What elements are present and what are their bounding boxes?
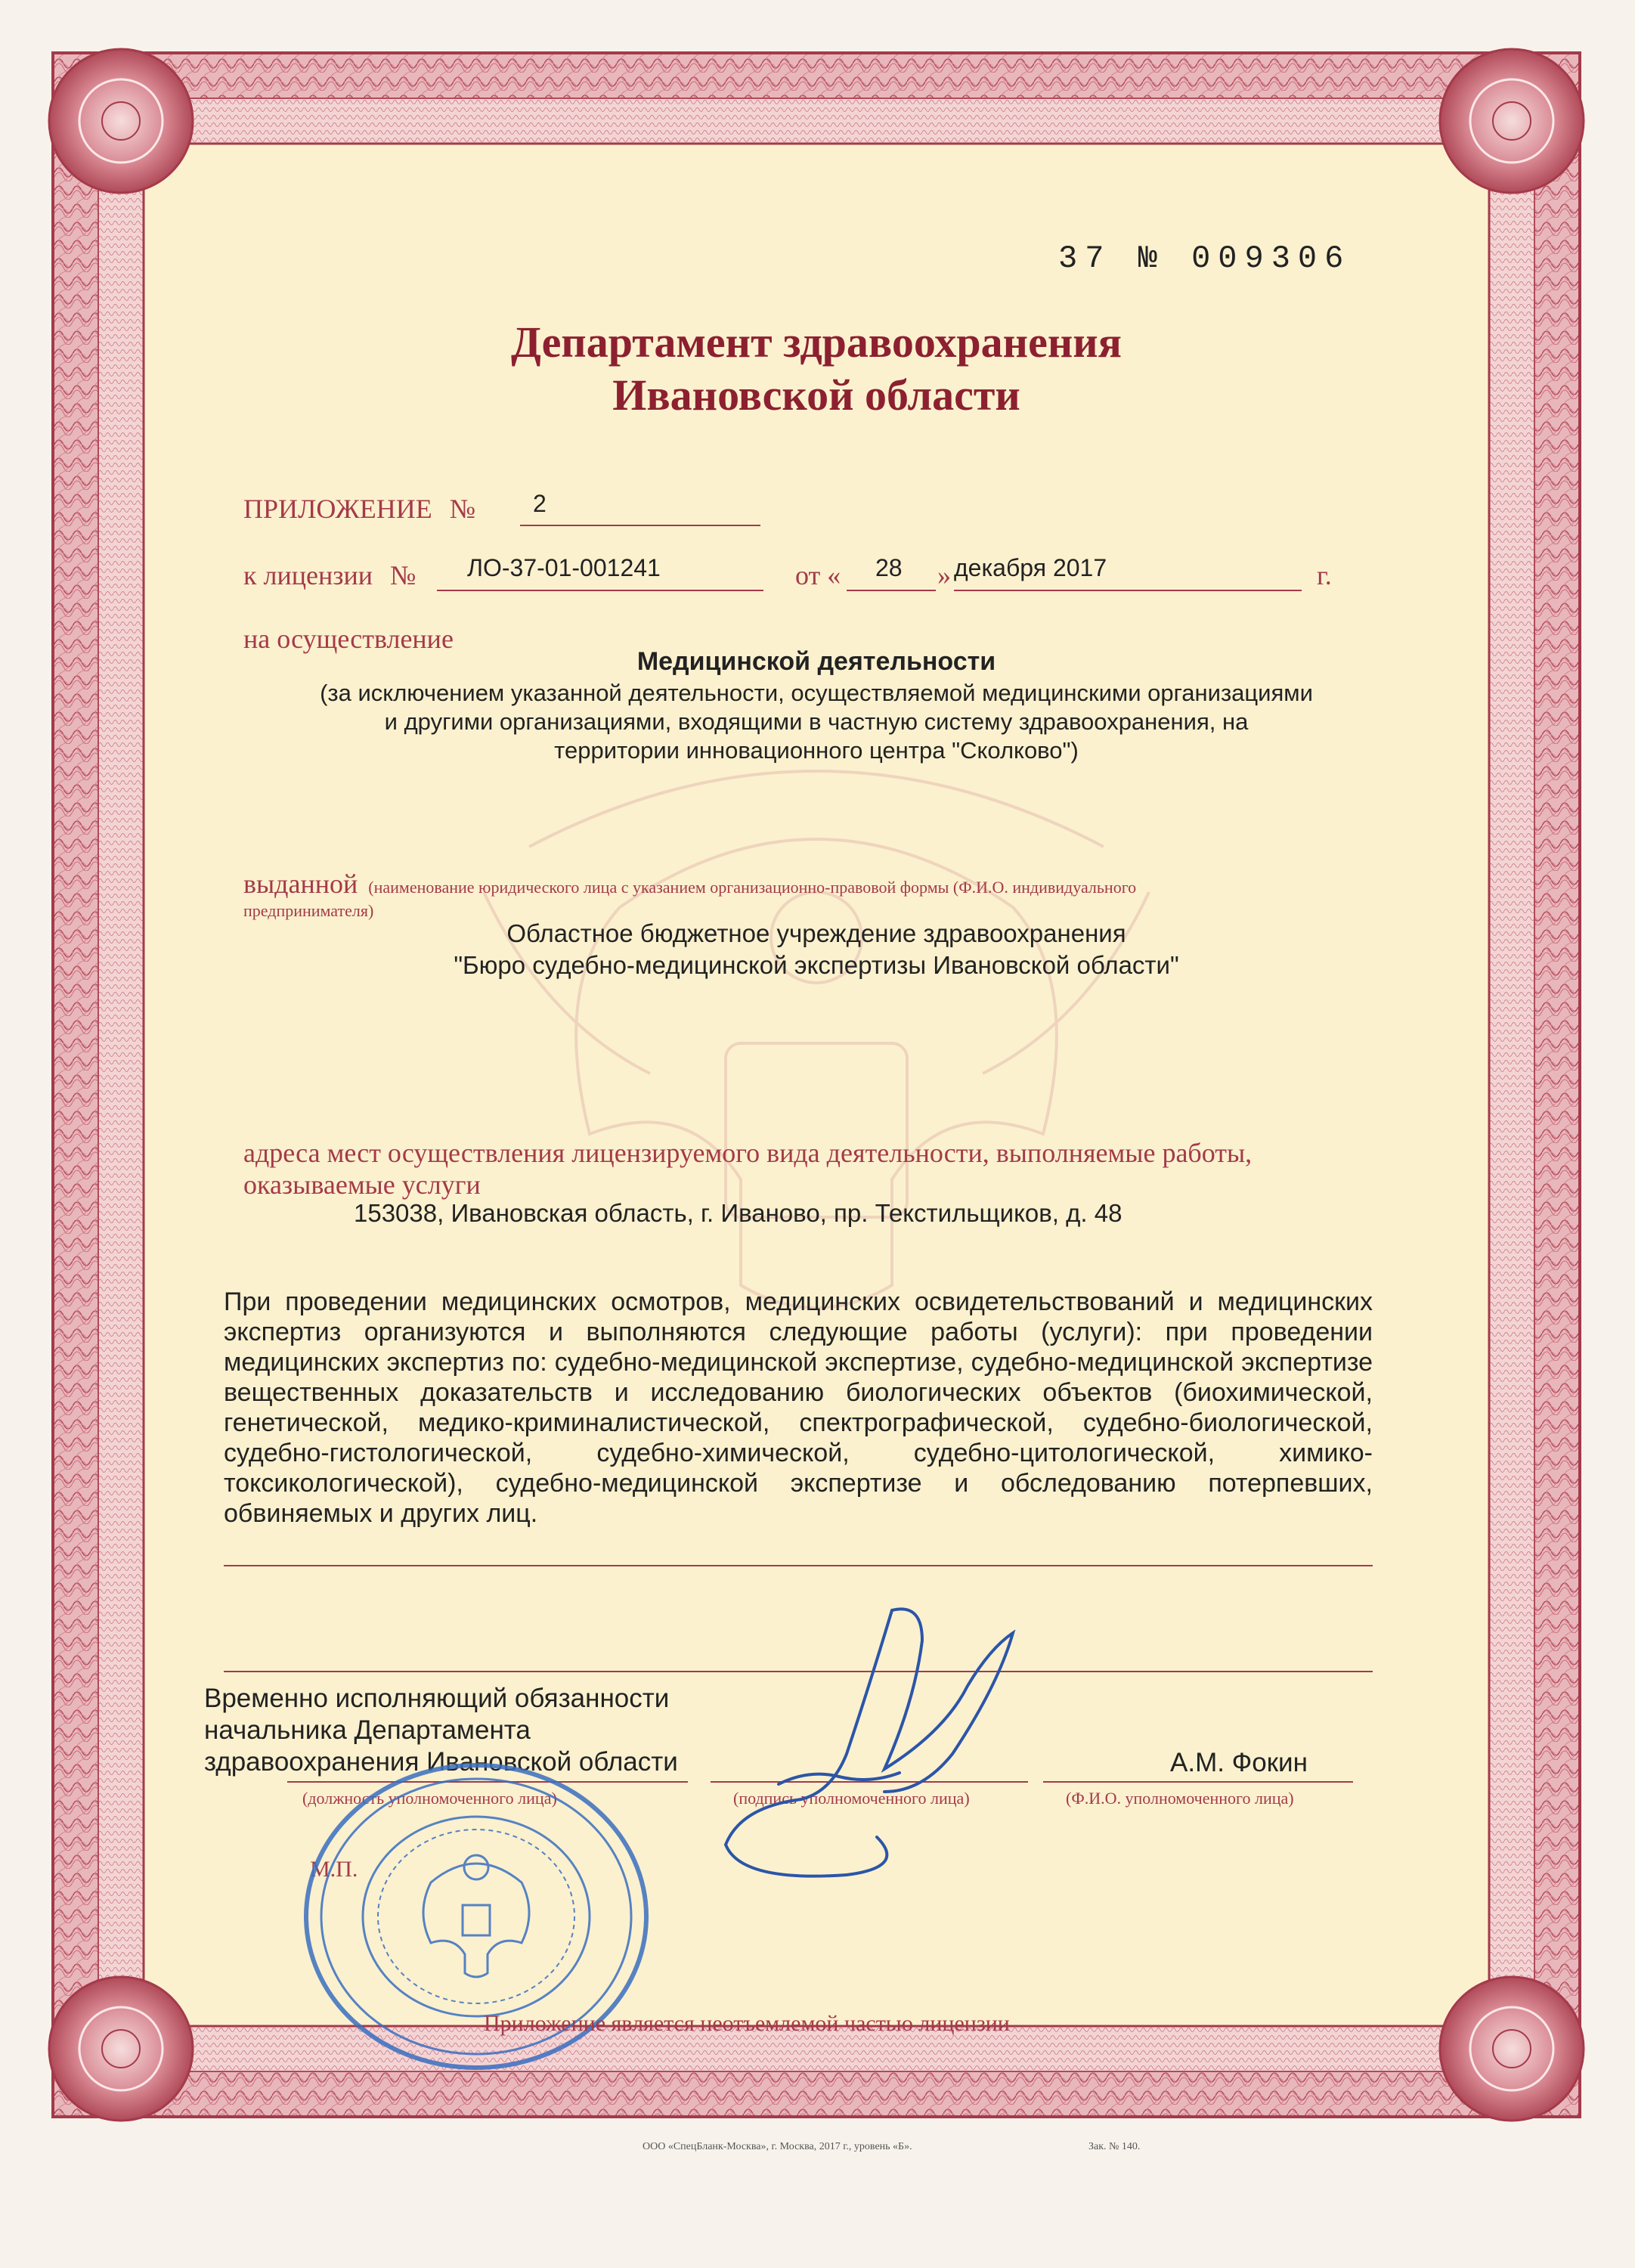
issuer-title-line2: Ивановской области [612, 370, 1020, 420]
appendix-label-row [243, 493, 475, 525]
caption-signature: (подпись уполномоченного лица) [733, 1789, 970, 1808]
address-label-line1: адреса мест осуществления лицензируемого вида деятельности, выполняемые работы, [243, 1138, 1253, 1168]
issued-hint-line2: предпринимателя) [243, 901, 374, 920]
license-from-label: от « [795, 560, 841, 590]
address-value: 153038, Ивановская область, г. Иваново, пр. Текстильщиков, д. 48 [354, 1199, 1123, 1227]
issued-org-line1: Областное бюджетное учреждение здравоохранения [506, 919, 1126, 947]
signatory-position-line2: начальника Департамента [204, 1715, 531, 1745]
caption-name: (Ф.И.О. уполномоченного лица) [1066, 1789, 1294, 1808]
signatory-position-line1: Временно исполняющий обязанности [204, 1684, 670, 1713]
license-label-row [243, 559, 416, 591]
license-number-underline [437, 590, 763, 591]
issuer-title [227, 316, 1406, 422]
issued-hint-line1: (наименование юридического лица с указанием организационно-правовой формы (Ф.И.О. индивидуального [368, 878, 1137, 897]
corner-rosette-bl [49, 1977, 193, 2121]
address-label-line2: оказываемые услуги [243, 1170, 481, 1200]
license-day-close: » [937, 560, 951, 590]
issued-label-row [243, 868, 1423, 900]
corner-rosette-br [1440, 1977, 1584, 2121]
issuer-title-line1: Департамент здравоохранения [510, 318, 1123, 367]
license-day: 28 [875, 554, 903, 581]
name-underline [1043, 1781, 1353, 1783]
license-year-suffix: г. [1317, 560, 1332, 590]
license-month-year: декабря 2017 [954, 554, 1107, 581]
license-number-sign: № [389, 560, 416, 590]
activity-label: на осуществление [243, 624, 454, 654]
license-number: ЛО-37-01-001241 [467, 554, 661, 581]
signatory-name: А.М. Фокин [1170, 1748, 1308, 1777]
appendix-number-sign: № [449, 494, 476, 524]
printer-info: ООО «СпецБланк-Москва», г. Москва, 2017 г., уровень «Б». [643, 2141, 912, 2152]
serial-value: 009306 [1191, 240, 1352, 277]
appendix-integral-note: Приложение является неотъемлемой частью лицензии [484, 2011, 1010, 2036]
corner-rosette-tl [49, 49, 193, 193]
activity-name: Медицинской деятельности [636, 647, 996, 676]
handwritten-signature [695, 1595, 1058, 1890]
caption-position: (должность уполномоченного лица) [302, 1789, 557, 1808]
license-month-underline [954, 590, 1302, 591]
address-label [243, 1137, 1252, 1201]
activity-note-line1: (за исключением указанной деятельности, осуществляемой медицинскими организациями [320, 680, 1313, 706]
appendix-number-underline [520, 525, 760, 526]
issued-label: выданной [243, 869, 358, 899]
appendix-label: ПРИЛОЖЕНИЕ [243, 494, 432, 524]
serial-number [1058, 240, 1351, 277]
activity-note-line2: и другими организациями, входящими в частную систему здравоохранения, на [384, 708, 1249, 735]
seal-label: М.П. [310, 1857, 358, 1882]
activity-note [212, 679, 1421, 765]
license-label: к лицензии [243, 560, 373, 590]
seal-eagle-icon [423, 1855, 529, 1977]
appendix-number: 2 [533, 490, 547, 517]
license-day-underline [847, 590, 936, 591]
issued-org-line2: "Бюро судебно-медицинской экспертизы Ивановской области" [454, 951, 1179, 979]
issued-organization [212, 918, 1421, 981]
corner-rosette-tr [1440, 49, 1584, 193]
printer-order-number: Зак. № 140. [1088, 2141, 1141, 2152]
serial-series: 37 [1058, 240, 1112, 277]
services-underline [224, 1565, 1373, 1566]
signatory-position-line3: здравоохранения Ивановской области [204, 1747, 678, 1777]
serial-number-sign: № [1138, 240, 1165, 277]
activity-note-line3: территории инновационного центра "Сколково") [554, 737, 1079, 764]
services-text: При проведении медицинских осмотров, медицинских освидетельствований и медицинских экспертиз организуются и выполняются следующие работы (услуги): при проведении медицинских экспертиз по: судебно-медицинской экспертизе, судебно-медицинской экспертизе вещественных доказательств и исследованию биологических объектов (биохимической, генетической, медико-криминалистической, спектрографической, судебно-биологической, судебно-гистологической, судебно-химической, судебно-цитологической, химико-токсикологической), судебно-медицинской экспертизе и обследованию потерпевших, обвиняемых и других лиц. [224, 1287, 1373, 1528]
